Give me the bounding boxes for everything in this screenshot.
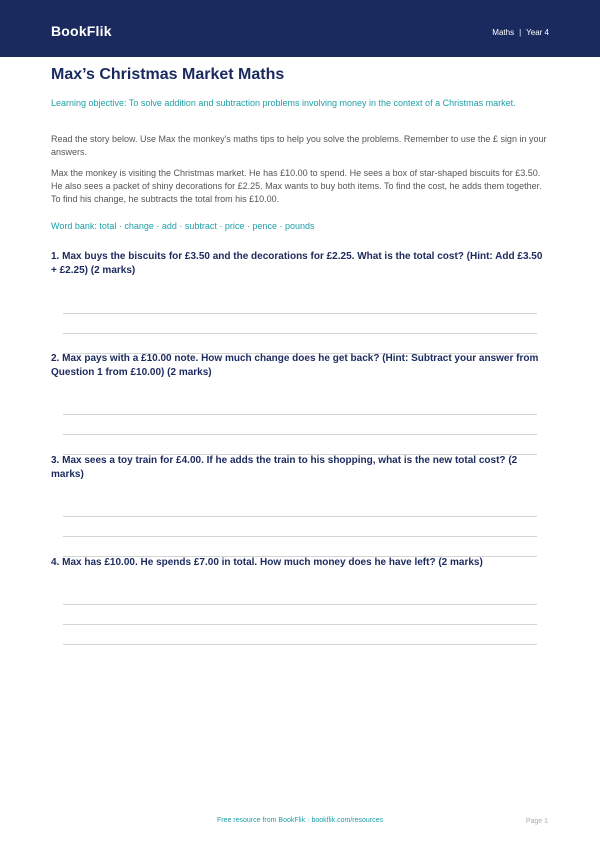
answer-line[interactable]	[63, 516, 537, 517]
answer-line[interactable]	[63, 536, 537, 537]
page-number: Page 1	[525, 818, 548, 825]
instructions: Read the story below. Use Max the monkey's maths tips to help you solve the problems. Remember to use the £ sign in your answers.	[51, 134, 547, 157]
footer-link[interactable]: Free resource from BookFlik · bookflik.com/resources	[216, 817, 384, 824]
question-4: 4. Max has £10.00. He spends £7.00 in total. How much money does he have left? (2 marks)	[51, 557, 483, 568]
answer-line[interactable]	[63, 313, 537, 314]
answer-line[interactable]	[63, 333, 537, 334]
header-bar	[0, 0, 600, 57]
subject-year-label	[492, 28, 549, 37]
answer-line[interactable]	[63, 604, 537, 605]
brand-logo[interactable]: BookFlik	[51, 23, 112, 39]
learning-objective: Learning objective: To solve addition and subtraction problems involving money in the context of a Christmas market.	[51, 98, 516, 108]
question-1: 1. Max buys the biscuits for £3.50 and the decorations for £2.25. What is the total cost? (Hint: Add £3.50 + £2.25) (2 marks)	[51, 251, 543, 276]
question-3: 3. Max sees a toy train for £4.00. If he adds the train to his shopping, what is the new total cost? (2 marks)	[51, 455, 518, 480]
page-title: Max’s Christmas Market Maths	[51, 66, 285, 83]
story-text: Max the monkey is visiting the Christmas market. He has £10.00 to spend. He sees a box of star-shaped biscuits for £3.50. He also sees a packet of shiny decorations for £2.25. Max wants to buy both items. To find the cost, he adds them together. To find his change, he subtracts the total from his £10.00.	[51, 168, 542, 204]
subject-label: Maths	[492, 28, 515, 37]
question-2: 2. Max pays with a £10.00 note. How much change does he get back? (Hint: Subtract your answer from Question 1 from £10.00) (2 marks)	[51, 353, 539, 378]
word-bank: Word bank: total · change · add · subtract · price · pence · pounds	[51, 221, 315, 231]
answer-line[interactable]	[63, 434, 537, 435]
meta-separator: |	[519, 28, 522, 37]
answer-line[interactable]	[63, 414, 537, 415]
answer-line[interactable]	[63, 624, 537, 625]
answer-line[interactable]	[63, 644, 537, 645]
year-label: Year 4	[526, 28, 549, 37]
